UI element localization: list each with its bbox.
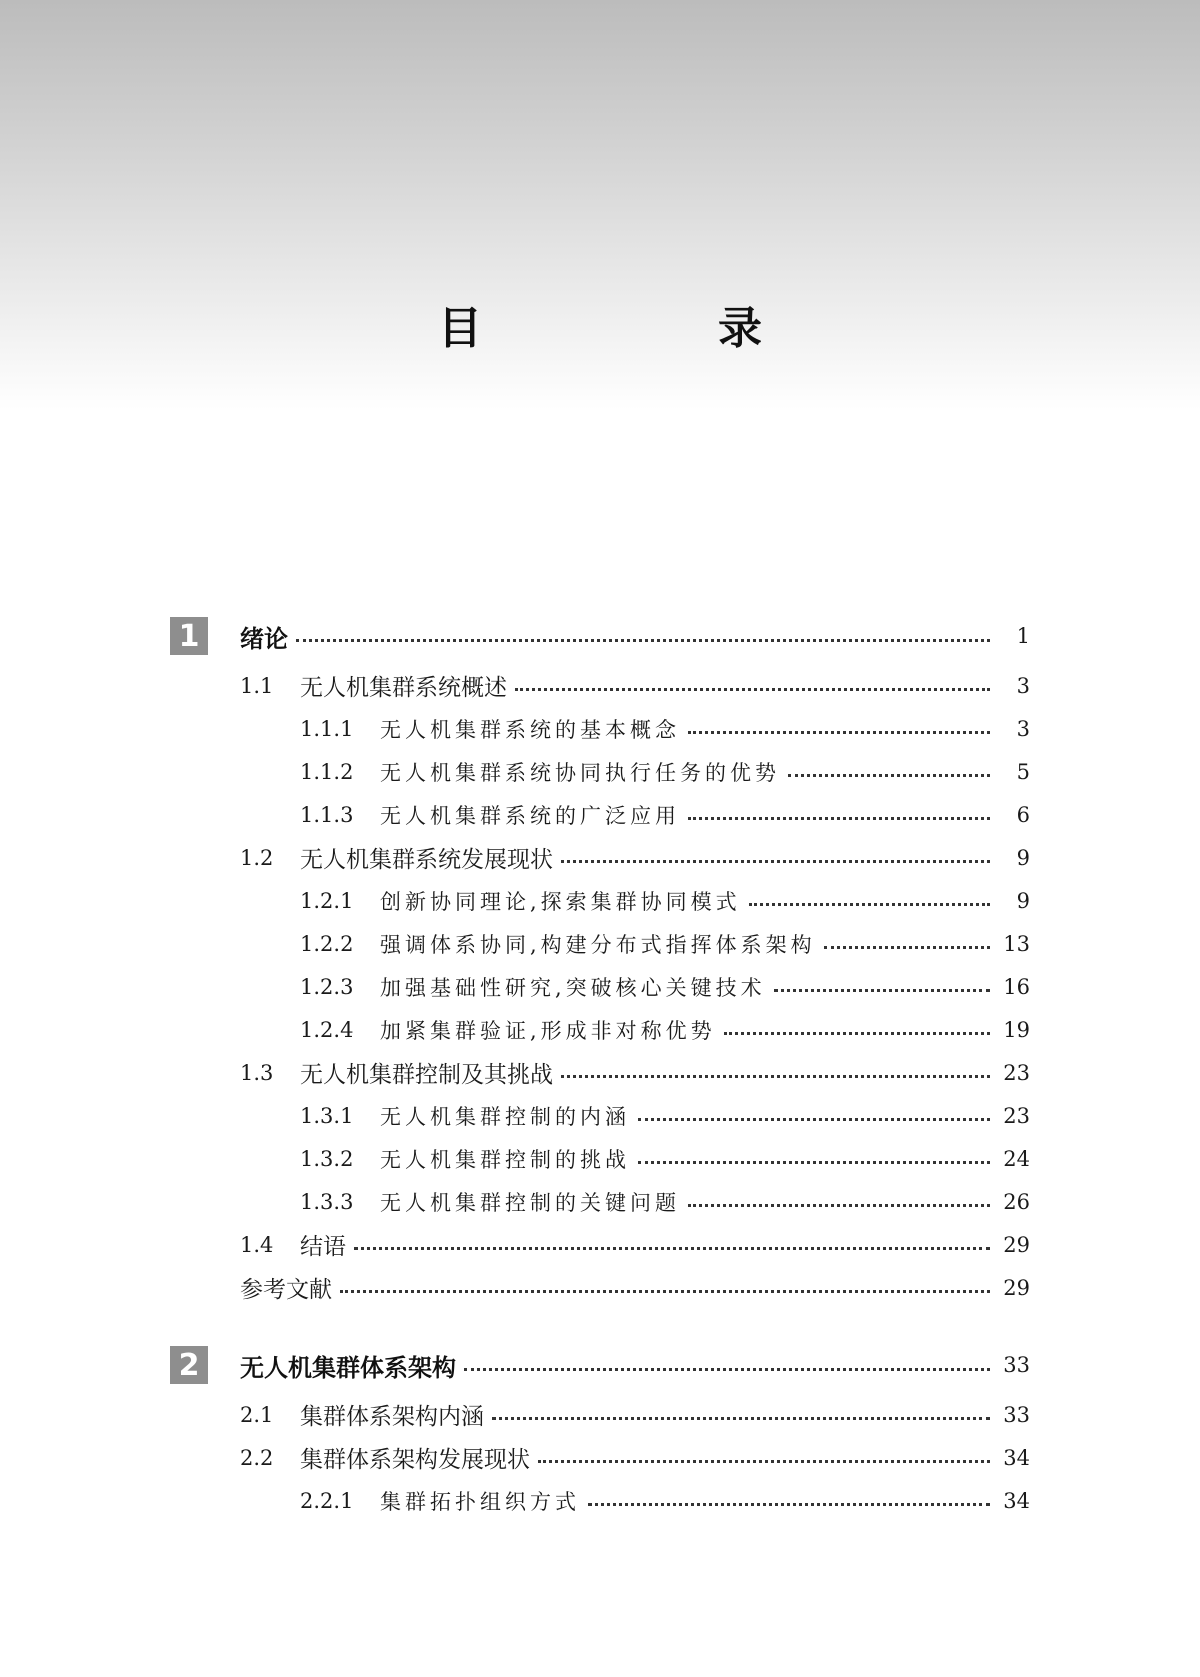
toc-entry-references[interactable] (170, 1266, 1030, 1309)
subsection-number: 1.3.1 (300, 1103, 354, 1128)
section-number: 1.3 (240, 1060, 274, 1085)
page-number: 9 (1016, 845, 1030, 870)
dot-leader (340, 1290, 990, 1293)
page-number: 5 (1016, 759, 1030, 784)
page-number: 26 (1003, 1189, 1030, 1214)
page-number: 29 (1003, 1232, 1030, 1257)
subsection-title: 无人机集群控制的挑战 (380, 1147, 630, 1172)
page-number: 24 (1003, 1146, 1030, 1171)
page-number: 13 (1003, 931, 1030, 956)
chapter-block (170, 612, 1030, 1309)
subsection-title: 无人机集群控制的关键问题 (380, 1190, 680, 1215)
subsection-number: 1.3.3 (300, 1189, 354, 1214)
page-number: 34 (1003, 1488, 1030, 1513)
toc-entry-subsection-1-3-2[interactable] (170, 1137, 1030, 1180)
toc-entry-subsection-1-2-3[interactable] (170, 965, 1030, 1008)
dot-leader (296, 639, 990, 642)
subsection-title: 强调体系协同,构建分布式指挥体系架构 (380, 932, 816, 957)
dot-leader (688, 731, 990, 734)
toc-entry-subsection-1-2-4[interactable] (170, 1008, 1030, 1051)
dot-leader (538, 1460, 990, 1463)
page-number: 3 (1016, 716, 1030, 741)
page-title: 目 录 (438, 303, 858, 354)
toc-entry-subsection-1-3-1[interactable] (170, 1094, 1030, 1137)
chapter-title: 无人机集群体系架构 (240, 1353, 456, 1382)
references-title: 参考文献 (240, 1277, 332, 1303)
chapter-number-badge: 1 (170, 617, 208, 655)
subsection-number: 1.2.2 (300, 931, 354, 956)
dot-leader (774, 989, 990, 992)
subsection-title: 集群拓扑组织方式 (380, 1489, 580, 1514)
toc-entry-subsection-1-1-1[interactable] (170, 707, 1030, 750)
subsection-number: 2.2.1 (300, 1488, 354, 1513)
section-number: 1.4 (240, 1232, 274, 1257)
toc-entry-subsection-1-2-2[interactable] (170, 922, 1030, 965)
dot-leader (688, 1204, 990, 1207)
toc-entry-section-2-1[interactable] (170, 1393, 1030, 1436)
toc-entry-section-2-2[interactable] (170, 1436, 1030, 1479)
subsection-title: 加紧集群验证,形成非对称优势 (380, 1018, 716, 1043)
toc-entry-subsection-1-1-3[interactable] (170, 793, 1030, 836)
section-number: 2.1 (240, 1402, 274, 1427)
section-number: 2.2 (240, 1445, 274, 1470)
toc-entry-section-1-1[interactable] (170, 664, 1030, 707)
dot-leader (588, 1503, 990, 1506)
subsection-title: 加强基础性研究,突破核心关键技术 (380, 975, 766, 1000)
dot-leader (724, 1032, 990, 1035)
page-number: 23 (1003, 1103, 1030, 1128)
subsection-number: 1.1.2 (300, 759, 354, 784)
section-title: 结语 (300, 1234, 346, 1260)
toc-entry-section-1-4[interactable] (170, 1223, 1030, 1266)
page-number: 33 (1003, 1402, 1030, 1427)
subsection-number: 1.2.3 (300, 974, 354, 999)
toc-entry-subsection-2-2-1[interactable] (170, 1479, 1030, 1522)
dot-leader (561, 860, 990, 863)
dot-leader (464, 1368, 990, 1371)
subsection-title: 创新协同理论,探索集群协同模式 (380, 889, 741, 914)
dot-leader (688, 817, 990, 820)
dot-leader (354, 1247, 990, 1250)
dot-leader (492, 1417, 990, 1420)
toc-entry-subsection-1-3-3[interactable] (170, 1180, 1030, 1223)
dot-leader (638, 1118, 990, 1121)
page-number: 3 (1016, 673, 1030, 698)
page-number: 1 (1016, 624, 1030, 648)
dot-leader (638, 1161, 990, 1164)
section-title: 无人机集群系统发展现状 (300, 847, 553, 873)
dot-leader (824, 946, 990, 949)
toc-entry-chapter-1[interactable] (170, 612, 1030, 660)
dot-leader (561, 1075, 990, 1078)
section-title: 集群体系架构发展现状 (300, 1447, 530, 1473)
chapter-title: 绪论 (240, 624, 288, 653)
subsection-number: 1.1.1 (300, 716, 354, 741)
subsection-title: 无人机集群控制的内涵 (380, 1104, 630, 1129)
subsection-number: 1.2.4 (300, 1017, 354, 1042)
section-number: 1.1 (240, 673, 274, 698)
section-title: 无人机集群系统概述 (300, 675, 507, 701)
toc-entry-subsection-1-1-2[interactable] (170, 750, 1030, 793)
page-number: 33 (1003, 1353, 1030, 1377)
toc-entry-section-1-2[interactable] (170, 836, 1030, 879)
dot-leader (515, 688, 990, 691)
page-number: 16 (1003, 974, 1030, 999)
chapter-number-badge: 2 (170, 1346, 208, 1384)
subsection-number: 1.3.2 (300, 1146, 354, 1171)
chapter-block (170, 1341, 1030, 1522)
page-number: 34 (1003, 1445, 1030, 1470)
section-number: 1.2 (240, 845, 274, 870)
subsection-title: 无人机集群系统的基本概念 (380, 717, 680, 742)
page-number: 19 (1003, 1017, 1030, 1042)
toc-entry-section-1-3[interactable] (170, 1051, 1030, 1094)
page-number: 29 (1003, 1275, 1030, 1300)
table-of-contents (170, 612, 1030, 1554)
page-number: 9 (1016, 888, 1030, 913)
subsection-title: 无人机集群系统协同执行任务的优势 (380, 760, 780, 785)
subsection-number: 1.1.3 (300, 802, 354, 827)
page-number: 6 (1016, 802, 1030, 827)
subsection-number: 1.2.1 (300, 888, 354, 913)
section-title: 无人机集群控制及其挑战 (300, 1062, 553, 1088)
toc-entry-chapter-2[interactable] (170, 1341, 1030, 1389)
subsection-title: 无人机集群系统的广泛应用 (380, 803, 680, 828)
section-title: 集群体系架构内涵 (300, 1404, 484, 1430)
dot-leader (749, 903, 990, 906)
toc-entry-subsection-1-2-1[interactable] (170, 879, 1030, 922)
page-number: 23 (1003, 1060, 1030, 1085)
dot-leader (788, 774, 990, 777)
